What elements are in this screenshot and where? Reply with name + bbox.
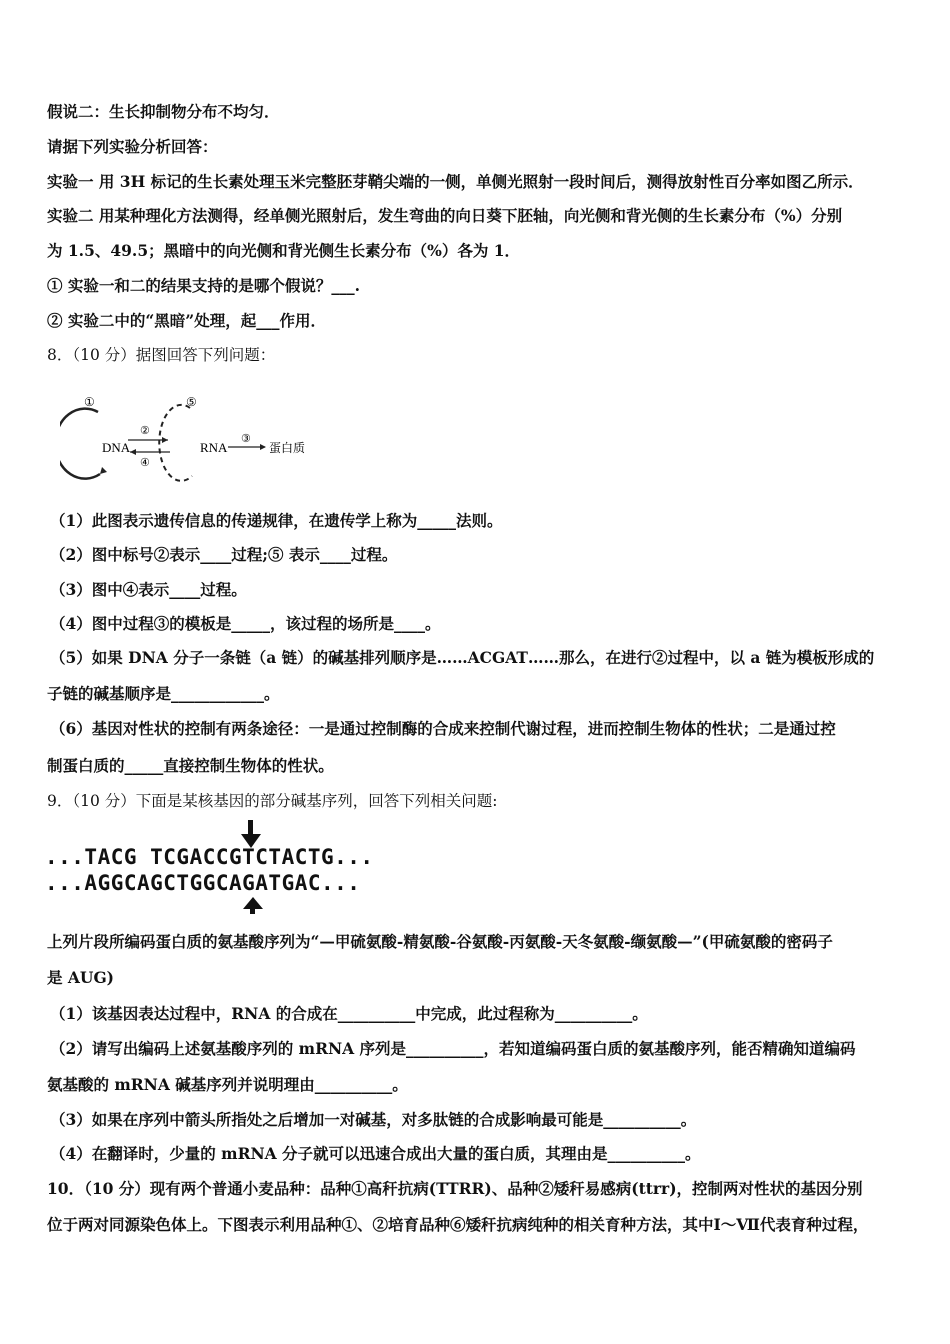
dna-label: DNA bbox=[102, 440, 131, 455]
experiment-one: 实验一 用 3H 标记的生长素处理玉米完整胚芽鞘尖端的一侧，单侧光照射一段时间后，测得放射性百分率如图乙所示． bbox=[47, 172, 864, 191]
sub-question-2: ② 实验二中的“黑暗”处理，起___作用． bbox=[47, 311, 326, 330]
reverse-transcription-arrowhead bbox=[130, 449, 136, 455]
q9-part-2a: （2）请写出编码上述氨基酸序列的 mRNA 序列是__________，若知道编码蛋白质的氨基酸序列，能否精确知道编码 bbox=[50, 1039, 856, 1058]
protein-label: 蛋白质 bbox=[269, 441, 306, 455]
q8-part-3: （3）图中④表示____过程。 bbox=[50, 580, 247, 599]
sub-question-1: ① 实验一和二的结果支持的是哪个假说？___. bbox=[47, 276, 361, 295]
transcription-arrowhead bbox=[162, 437, 168, 443]
q9-part-4: （4）在翻译时，少量的 mRNA 分子就可以迅速合成出大量的蛋白质，其理由是__________。 bbox=[50, 1144, 701, 1163]
q8-part-2: （2）图中标号②表示____过程;⑤ 表示____过程。 bbox=[50, 545, 398, 564]
replication-arc bbox=[60, 409, 100, 479]
q9-desc-a: 上列片段所编码蛋白质的氨基酸序列为“—甲硫氨酸-精氨酸-谷氨酸-丙氨酸-天冬氨酸-缬氨酸—”(甲硫氨酸的密码子 bbox=[47, 932, 833, 951]
label-3: ③ bbox=[241, 432, 251, 445]
hypothesis-two: 假说二：生长抑制物分布不均匀． bbox=[47, 102, 280, 121]
question-10-b: 位于两对同源染色体上。下图表示利用品种①、②培育品种⑥矮秆抗病纯种的相关育种方法，其中Ⅰ～Ⅶ代表育种过程， bbox=[47, 1215, 869, 1234]
q9-desc-b: 是 AUG) bbox=[47, 968, 115, 987]
q9-part-2b: 氨基酸的 mRNA 碱基序列并说明理由__________。 bbox=[47, 1075, 408, 1094]
translation-arrowhead bbox=[260, 444, 266, 450]
rna-replication-arc bbox=[159, 405, 192, 481]
q8-part-4: （4）图中过程③的模板是_____，该过程的场所是____。 bbox=[50, 614, 441, 633]
q8-part-6b: 制蛋白质的_____直接控制生物体的性状。 bbox=[47, 756, 334, 775]
label-4: ④ bbox=[140, 456, 150, 469]
experiment-two-b: 为 1.5、49.5；黑暗中的向光侧和背光侧生长素分布（%）各为 1． bbox=[47, 241, 521, 260]
label-2: ② bbox=[140, 424, 150, 437]
replication-arrowhead bbox=[100, 467, 107, 474]
q9-part-1: （1）该基因表达过程中，RNA 的合成在__________中完成，此过程称为__________。 bbox=[50, 1004, 648, 1023]
q9-part-3: （3）如果在序列中箭头所指处之后增加一对碱基，对多肽链的合成影响最可能是__________。 bbox=[50, 1110, 697, 1129]
q8-part-1: （1）此图表示遗传信息的传递规律，在遗传学上称为_____法则。 bbox=[50, 511, 503, 530]
rna-label: RNA bbox=[200, 440, 228, 455]
label-5: ⑤ bbox=[186, 395, 197, 409]
question-10-a: 10．（10 分）现有两个普通小麦品种：品种①高秆抗病(TTRR)、品种②矮秆易感病(ttrr)，控制两对性状的基因分别 bbox=[47, 1179, 863, 1198]
dna-sequence-figure bbox=[45, 820, 605, 920]
arrow-up-icon bbox=[241, 895, 265, 915]
q8-part-5b: 子链的碱基顺序是____________。 bbox=[47, 684, 280, 703]
question-9-title: 9．（10 分）下面是某核基因的部分碱基序列，回答下列相关问题: bbox=[47, 792, 498, 810]
central-dogma-diagram bbox=[60, 390, 320, 490]
q8-part-6a: （6）基因对性状的控制有两条途径：一是通过控制酶的合成来控制代谢过程，进而控制生物体的性状；二是通过控 bbox=[50, 719, 836, 738]
question-8-title: 8．（10 分）据图回答下列问题： bbox=[47, 346, 276, 364]
experiment-two-a: 实验二 用某种理化方法测得，经单侧光照射后，发生弯曲的向日葵下胚轴，向光侧和背光侧的生长素分布（%）分别 bbox=[47, 206, 843, 225]
instruction: 请据下列实验分析回答： bbox=[47, 137, 218, 156]
q8-part-5a: （5）如果 DNA 分子一条链（a 链）的碱基排列顺序是……ACGAT……那么，在进行②过程中，以 a 链为模板形成的 bbox=[50, 648, 875, 667]
label-1: ① bbox=[84, 395, 95, 409]
sequence-strand-bottom: ...AGGCAGCTGGCAGATGAC... bbox=[45, 871, 361, 895]
sequence-strand-top: ...TACG TCGACCGTCTACTG... bbox=[45, 845, 374, 869]
